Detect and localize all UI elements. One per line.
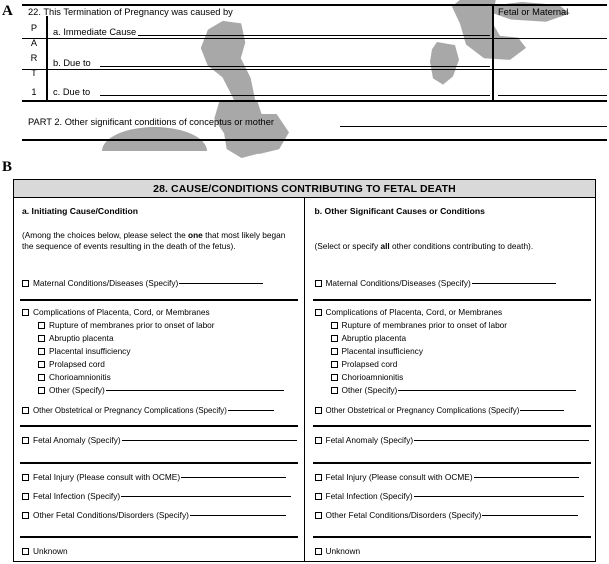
- checkbox-row-fetal-injury[interactable]: [315, 473, 579, 482]
- checkbox-icon[interactable]: [22, 280, 29, 287]
- checkbox-label: Fetal Infection (Specify): [33, 491, 121, 501]
- scan-artifact-shape: [422, 42, 472, 94]
- panel-b-column-a-initiating-cause: [14, 198, 305, 561]
- checkbox-icon[interactable]: [331, 374, 338, 381]
- panel-b-columns-container: [14, 198, 595, 561]
- checkbox-row-rupture-of-membranes[interactable]: [38, 321, 215, 330]
- checkbox-row-unknown[interactable]: [315, 547, 361, 556]
- checkbox-label: Maternal Conditions/Diseases (Specify): [325, 278, 471, 288]
- panel-a-cause-c-writeline[interactable]: [100, 95, 490, 96]
- checkbox-row-complications-other[interactable]: [38, 386, 284, 395]
- panel-a-termination-of-pregnancy: [22, 2, 607, 142]
- column-b-section-divider-4: [313, 536, 591, 538]
- part-letter-p: P: [30, 23, 38, 33]
- column-a-section-divider-4: [20, 536, 298, 538]
- panel-a-part2-writeline[interactable]: [340, 126, 607, 127]
- checkbox-row-fetal-infection[interactable]: [315, 492, 584, 501]
- column-b-instruction: [315, 241, 593, 252]
- part-number-1: 1: [31, 87, 37, 97]
- specify-writeline[interactable]: [482, 515, 578, 516]
- specify-writeline[interactable]: [190, 515, 286, 516]
- checkbox-row-rupture-of-membranes[interactable]: [331, 321, 508, 330]
- checkbox-row-complications-other[interactable]: [331, 386, 577, 395]
- checkbox-row-other-fetal-conditions[interactable]: [22, 511, 286, 520]
- checkbox-icon[interactable]: [38, 335, 45, 342]
- column-a-instruction-emphasis: one: [188, 230, 203, 240]
- checkbox-label: Abruptio placenta: [49, 333, 114, 343]
- checkbox-row-other-fetal-conditions[interactable]: [315, 511, 579, 520]
- checkbox-row-chorioamnionitis[interactable]: [331, 373, 404, 382]
- column-a-instruction-part1: (Among the choices below, please select the: [22, 230, 189, 240]
- checkbox-row-complications-heading[interactable]: [22, 308, 210, 317]
- checkbox-row-complications-heading[interactable]: [315, 308, 503, 317]
- checkbox-icon[interactable]: [38, 322, 45, 329]
- checkbox-row-maternal-conditions[interactable]: [315, 279, 556, 288]
- checkbox-label: Other Fetal Conditions/Disorders (Specify): [33, 510, 189, 520]
- checkbox-icon[interactable]: [38, 387, 45, 394]
- specify-writeline[interactable]: [520, 410, 564, 411]
- checkbox-row-chorioamnionitis[interactable]: [38, 373, 111, 382]
- panel-b-column-b-other-significant-causes: [305, 198, 596, 561]
- checkbox-icon[interactable]: [331, 387, 338, 394]
- panel-a-right-column-header: Fetal or Maternal: [498, 7, 569, 17]
- checkbox-icon[interactable]: [22, 474, 29, 481]
- checkbox-icon[interactable]: [315, 512, 322, 519]
- checkbox-row-prolapsed-cord[interactable]: [38, 360, 105, 369]
- checkbox-row-abruptio-placenta[interactable]: [38, 334, 114, 343]
- checkbox-label: Fetal Infection (Specify): [325, 491, 413, 501]
- checkbox-icon[interactable]: [331, 322, 338, 329]
- checkbox-row-maternal-conditions[interactable]: [22, 279, 263, 288]
- checkbox-icon[interactable]: [22, 493, 29, 500]
- part-letter-r: R: [30, 53, 38, 63]
- column-b-instruction-emphasis: all: [380, 241, 390, 251]
- panel-a-bottom-rule: [22, 139, 607, 141]
- specify-writeline[interactable]: [472, 283, 556, 284]
- checkbox-icon[interactable]: [315, 548, 322, 555]
- panel-a-question-title: 22. This Termination of Pregnancy was caused by: [28, 7, 233, 17]
- column-b-section-divider-1: [313, 299, 591, 301]
- checkbox-label: Complications of Placenta, Cord, or Membranes: [325, 307, 503, 317]
- checkbox-icon[interactable]: [38, 348, 45, 355]
- specify-writeline[interactable]: [228, 410, 274, 411]
- checkbox-label: Placental insufficiency: [49, 346, 131, 356]
- column-a-instruction-part2: that most likely began the sequence of events resulting in the death of the fetus).: [22, 230, 286, 251]
- column-b-title: b. Other Significant Causes or Conditions: [314, 206, 485, 216]
- checkbox-label: Prolapsed cord: [49, 359, 105, 369]
- column-b-section-divider-2: [313, 425, 591, 427]
- panel-b-header-title: 28. CAUSE/CONDITIONS CONTRIBUTING TO FETAL DEATH: [14, 180, 595, 198]
- panel-a-rule-after-immediate-cause: [22, 38, 607, 39]
- checkbox-label: Placental insufficiency: [341, 346, 423, 356]
- panel-a-cause-b-label: b. Due to: [53, 58, 91, 68]
- panel-a-part2-label: PART 2. Other significant conditions of conceptus or mother: [28, 117, 274, 127]
- checkbox-label: Fetal Injury (Please consult with OCME): [33, 472, 181, 482]
- specify-writeline[interactable]: [398, 390, 576, 391]
- checkbox-row-other-obstetrical[interactable]: [315, 406, 565, 415]
- checkbox-label: Chorioamnionitis: [49, 372, 111, 382]
- specify-writeline[interactable]: [179, 283, 263, 284]
- column-b-instruction-part2: other conditions contributing to death).: [389, 241, 534, 251]
- column-a-section-divider-3: [20, 462, 298, 464]
- checkbox-row-fetal-injury[interactable]: [22, 473, 286, 482]
- checkbox-label: Fetal Anomaly (Specify): [325, 435, 414, 445]
- column-a-section-divider-1: [20, 299, 298, 301]
- checkbox-row-other-obstetrical[interactable]: [22, 406, 274, 415]
- writeline[interactable]: [474, 477, 579, 478]
- panel-b-cause-conditions-form: [13, 179, 596, 562]
- part-letter-t: T: [31, 68, 37, 78]
- checkbox-label: Complications of Placenta, Cord, or Membranes: [33, 307, 210, 317]
- checkbox-icon[interactable]: [315, 407, 322, 414]
- column-a-title: a. Initiating Cause/Condition: [22, 206, 139, 216]
- specify-writeline[interactable]: [414, 440, 589, 441]
- checkbox-label: Unknown: [325, 546, 361, 556]
- panel-a-cause-b-writeline[interactable]: [100, 66, 490, 67]
- panel-a-fetal-maternal-divider: [492, 4, 494, 102]
- column-a-instruction: [22, 230, 297, 252]
- checkbox-label: Prolapsed cord: [341, 359, 398, 369]
- checkbox-icon[interactable]: [315, 280, 322, 287]
- checkbox-label: Rupture of membranes prior to onset of labor: [49, 320, 215, 330]
- column-b-instruction-part1: (Select or specify: [314, 241, 381, 251]
- checkbox-label: Chorioamnionitis: [341, 372, 404, 382]
- checkbox-icon[interactable]: [315, 474, 322, 481]
- checkbox-label: Fetal Anomaly (Specify): [33, 435, 121, 445]
- column-b-section-divider-3: [313, 462, 591, 464]
- panel-a-cause-a-label: a. Immediate Cause: [53, 27, 137, 37]
- checkbox-row-prolapsed-cord[interactable]: [331, 360, 398, 369]
- checkbox-label: Other (Specify): [341, 385, 398, 395]
- checkbox-row-placental-insufficiency[interactable]: [331, 347, 423, 356]
- checkbox-icon[interactable]: [22, 512, 29, 519]
- specify-writeline[interactable]: [121, 496, 291, 497]
- panel-label-b: B: [2, 159, 13, 175]
- checkbox-icon[interactable]: [38, 361, 45, 368]
- checkbox-icon[interactable]: [22, 407, 29, 414]
- checkbox-row-unknown[interactable]: [22, 547, 68, 556]
- checkbox-row-fetal-infection[interactable]: [22, 492, 291, 501]
- panel-a-top-rule: [22, 4, 607, 6]
- panel-a-cause-a-writeline[interactable]: [138, 35, 490, 36]
- checkbox-label: Fetal Injury (Please consult with OCME): [325, 472, 473, 482]
- column-a-section-divider-2: [20, 425, 298, 427]
- checkbox-row-abruptio-placenta[interactable]: [331, 334, 407, 343]
- checkbox-icon[interactable]: [331, 361, 338, 368]
- checkbox-icon[interactable]: [22, 548, 29, 555]
- panel-a-rule-after-due-to-b: [22, 69, 607, 70]
- checkbox-row-fetal-anomaly[interactable]: [315, 436, 590, 445]
- checkbox-label: Other Obstetrical or Pregnancy Complications (Specify): [33, 406, 227, 415]
- writeline[interactable]: [181, 477, 286, 478]
- checkbox-icon[interactable]: [22, 309, 29, 316]
- checkbox-icon[interactable]: [315, 493, 322, 500]
- checkbox-row-placental-insufficiency[interactable]: [38, 347, 130, 356]
- checkbox-label: Other Fetal Conditions/Disorders (Specify): [325, 510, 482, 520]
- panel-a-part-divider: [46, 16, 48, 102]
- checkbox-label: Unknown: [33, 546, 68, 556]
- checkbox-label: Other Obstetrical or Pregnancy Complications (Specify): [325, 406, 520, 415]
- checkbox-label: Maternal Conditions/Diseases (Specify): [33, 278, 179, 288]
- checkbox-row-fetal-anomaly[interactable]: [22, 436, 297, 445]
- panel-a-cause-c-label: c. Due to: [53, 87, 91, 97]
- specify-writeline[interactable]: [122, 440, 297, 441]
- panel-a-rule-after-due-to-c: [22, 100, 607, 102]
- checkbox-icon[interactable]: [331, 335, 338, 342]
- panel-label-a: A: [2, 3, 13, 19]
- specify-writeline[interactable]: [414, 496, 584, 497]
- checkbox-icon[interactable]: [315, 309, 322, 316]
- checkbox-icon[interactable]: [315, 437, 322, 444]
- part-letter-a: A: [30, 38, 38, 48]
- checkbox-label: Rupture of membranes prior to onset of labor: [341, 320, 508, 330]
- panel-a-fetal-maternal-writeline-c[interactable]: [498, 95, 607, 96]
- checkbox-label: Abruptio placenta: [341, 333, 407, 343]
- checkbox-icon[interactable]: [38, 374, 45, 381]
- checkbox-label: Other (Specify): [49, 385, 105, 395]
- checkbox-icon[interactable]: [331, 348, 338, 355]
- specify-writeline[interactable]: [106, 390, 284, 391]
- checkbox-icon[interactable]: [22, 437, 29, 444]
